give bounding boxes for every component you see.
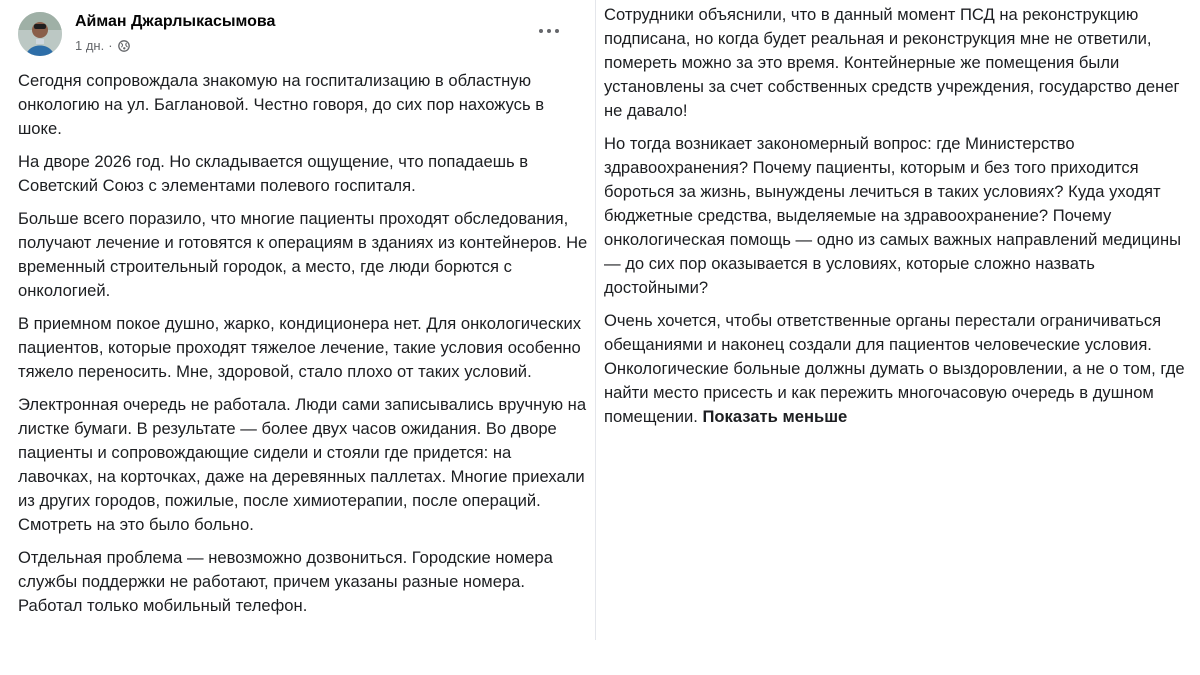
author-name[interactable]: Айман Джарлыкасымова bbox=[75, 13, 276, 30]
post-paragraph: Отдельная проблема — невозможно дозвониться. Городские номера службы поддержки не работают, причем указаны разные номера. Работал только мобильный телефон. bbox=[18, 548, 553, 615]
post-meta bbox=[75, 38, 130, 53]
see-less-link[interactable]: Показать меньше bbox=[702, 407, 848, 426]
post-text-left bbox=[18, 69, 588, 627]
post-paragraph: В приемном покое душно, жарко, кондиционера нет. Для онкологических пациентов, которые проходят тяжелое лечение, такие условия особенно тяжело переносить. Мне, здоровой, стало плохо от таких условий. bbox=[18, 314, 582, 381]
post-paragraph: Больше всего поразило, что многие пациенты проходят обследования, получают лечение и готовятся к операциям в зданиях из контейнеров. Не временный строительный городок, а место, где люди борются с онкологией. bbox=[18, 209, 588, 300]
meta-separator: · bbox=[108, 38, 113, 53]
more-options-button[interactable] bbox=[531, 22, 567, 42]
post-header bbox=[18, 10, 579, 58]
more-horizontal-icon bbox=[537, 27, 561, 35]
post-text-right bbox=[604, 3, 1194, 438]
post-paragraph: Сегодня сопровождала знакомую на госпитализацию в областную онкологию на ул. Баглановой. Честно говоря, до сих пор нахожусь в шоке. bbox=[18, 71, 545, 138]
post-paragraph: Сотрудники объяснили, что в данный момент ПСД на реконструкцию подписана, но когда будет реальная и реконструкция мне не ответили, помереть можно за это время. Контейнерные же помещения были установлены за счет собственных средств учреждения, государство денег не давало! bbox=[604, 5, 1180, 120]
avatar[interactable] bbox=[18, 12, 62, 56]
post-paragraph-text: Очень хочется, чтобы ответственные органы перестали ограничиваться обещаниями и наконец создали для пациентов человеческие условия. Онкологические больные должны думать о выздоровлении, а не о том, где найти место присесть и как пережить многочасовую очередь в душном помещении. bbox=[604, 311, 1185, 426]
post-last-paragraph bbox=[604, 309, 1194, 429]
post-paragraph: Электронная очередь не работала. Люди сами записывались вручную на листке бумаги. В результате — более двух часов ожидания. Во дворе пациенты и сопровождающие сидели и стояли где придется: на лавочках, на корточках, даже на деревянных паллетах. Многие приехали из других городов, пожилые, после химиотерапии, после операций. Смотреть на это было больно. bbox=[18, 395, 587, 534]
post-card-left bbox=[0, 0, 596, 640]
post-paragraph: На дворе 2026 год. Но складывается ощущение, что попадаешь в Советский Союз с элементами полевого госпиталя. bbox=[18, 152, 529, 195]
bottom-blank-area bbox=[0, 640, 1200, 675]
post-paragraph: Но тогда возникает закономерный вопрос: где Министерство здравоохранения? Почему пациенты, которым и без того приходится бороться за жизнь, вынуждены лечиться в таких условиях? Куда уходят бюджетные средства, выделяемые на здравоохранение? Почему онкологическая помощь — одно из самых важных направлений медицины — до сих пор оказывается в условиях, которые сложно назвать достойными? bbox=[604, 134, 1182, 297]
globe-icon[interactable] bbox=[118, 40, 130, 52]
post-time[interactable]: 1 дн. bbox=[75, 38, 105, 53]
avatar-image bbox=[18, 12, 62, 56]
